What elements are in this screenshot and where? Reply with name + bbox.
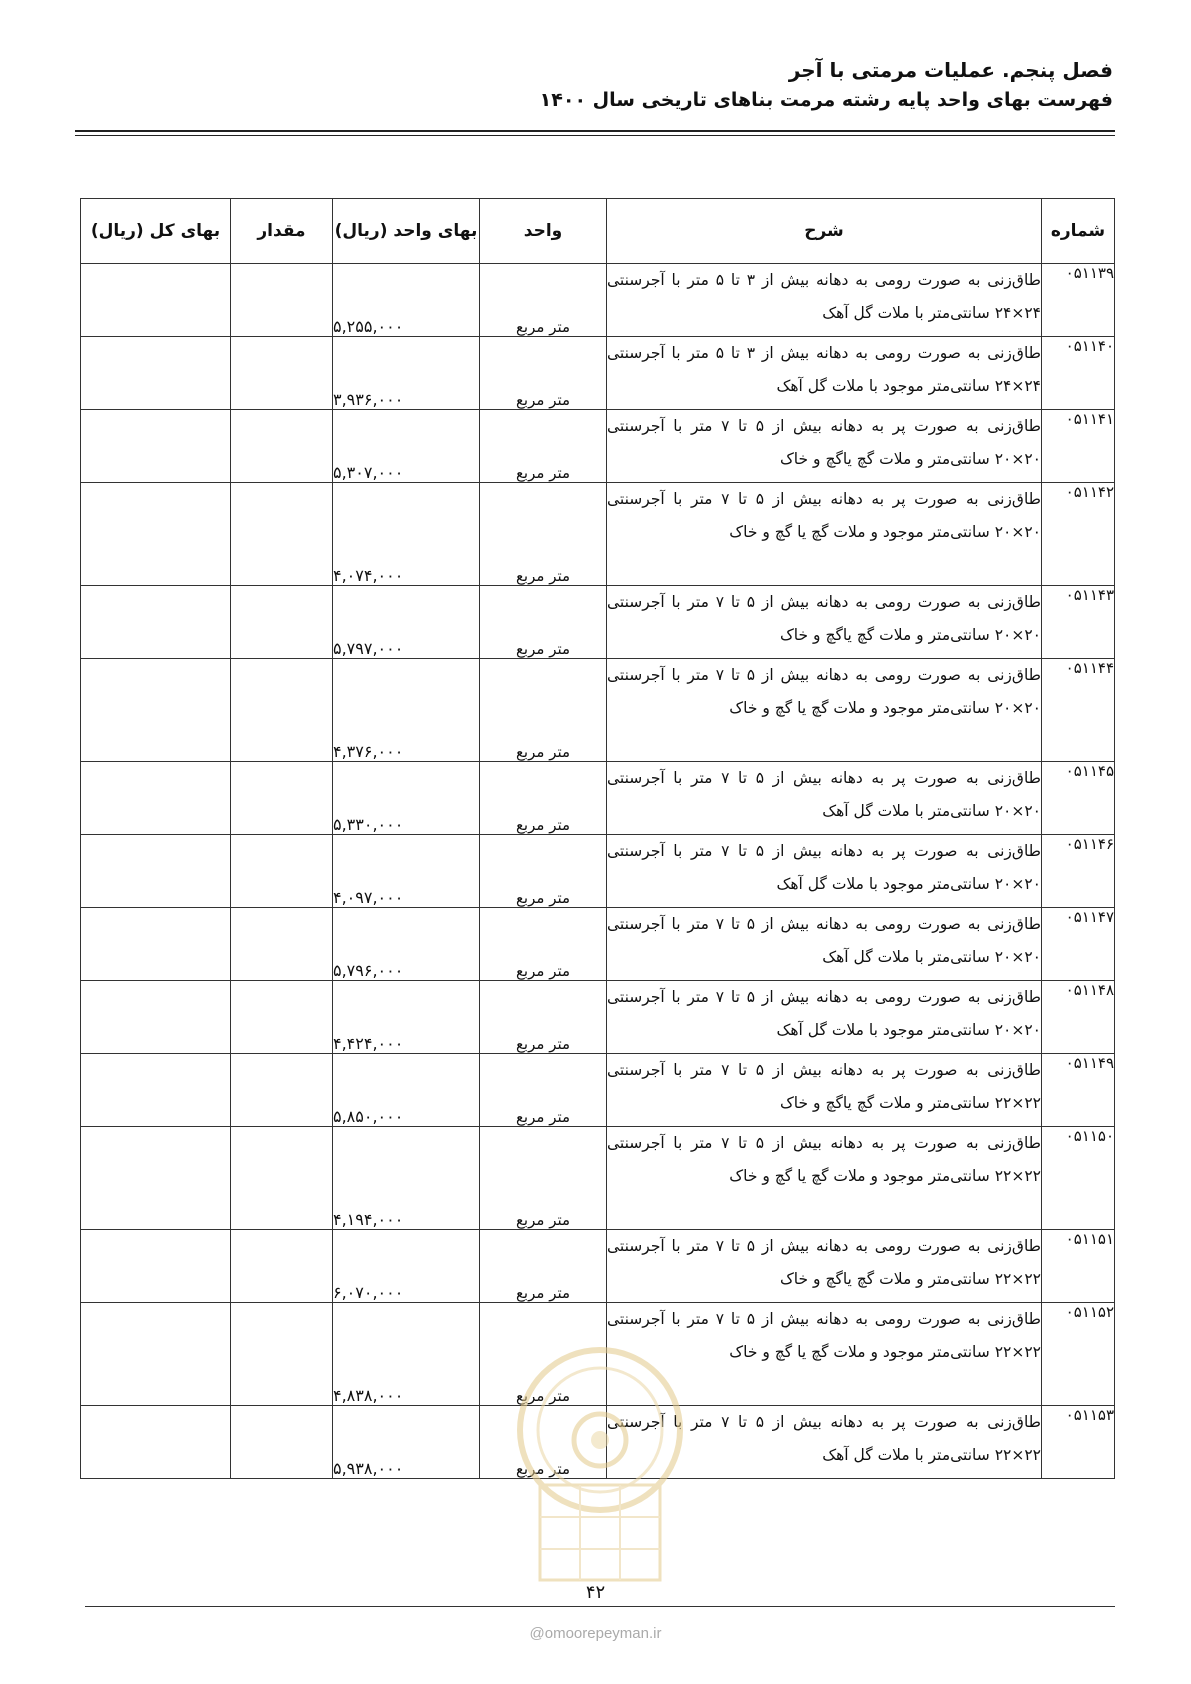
item-code: ۰۵۱۱۴۱: [1042, 410, 1115, 483]
item-unit: متر مربع: [480, 1127, 607, 1230]
item-code: ۰۵۱۱۴۷: [1042, 908, 1115, 981]
header-rule-thin: [75, 135, 1115, 136]
footer-rule: [85, 1606, 1115, 1607]
item-unit: متر مربع: [480, 762, 607, 835]
item-quantity: [231, 1230, 333, 1303]
item-quantity: [231, 1303, 333, 1406]
header-quantity: مقدار: [231, 199, 333, 264]
item-unit: متر مربع: [480, 1303, 607, 1406]
item-unit-price: ۴,۰۹۷,۰۰۰: [333, 835, 480, 908]
item-unit: متر مربع: [480, 659, 607, 762]
item-unit: متر مربع: [480, 835, 607, 908]
item-unit: متر مربع: [480, 908, 607, 981]
item-unit-price: ۵,۳۳۰,۰۰۰: [333, 762, 480, 835]
item-description: طاق‌زنی به صورت پر به دهانه بیش از ۵ تا ۷ متر با آجرسنتی ۲۰×۲۰ سانتی‌متر و ملات گچ یاگچ و خاک: [607, 410, 1042, 483]
price-list-table: [80, 198, 1115, 1479]
header-unit: واحد: [480, 199, 607, 264]
item-unit-price: ۶,۰۷۰,۰۰۰: [333, 1230, 480, 1303]
item-total-price: [81, 410, 231, 483]
chapter-title: فصل پنجم. عملیات مرمتی با آجر: [788, 58, 1113, 82]
item-quantity: [231, 981, 333, 1054]
item-quantity: [231, 586, 333, 659]
item-quantity: [231, 410, 333, 483]
item-total-price: [81, 762, 231, 835]
item-unit-price: ۵,۹۳۸,۰۰۰: [333, 1406, 480, 1479]
item-code: ۰۵۱۱۵۰: [1042, 1127, 1115, 1230]
item-unit-price: ۵,۸۵۰,۰۰۰: [333, 1054, 480, 1127]
table-row: [81, 586, 1115, 659]
item-total-price: [81, 981, 231, 1054]
item-quantity: [231, 835, 333, 908]
item-code: ۰۵۱۱۵۲: [1042, 1303, 1115, 1406]
item-code: ۰۵۱۱۳۹: [1042, 264, 1115, 337]
table-row: [81, 410, 1115, 483]
table-row: [81, 835, 1115, 908]
item-code: ۰۵۱۱۴۸: [1042, 981, 1115, 1054]
table-row: [81, 1127, 1115, 1230]
table-row: [81, 908, 1115, 981]
item-unit-price: ۴,۳۷۶,۰۰۰: [333, 659, 480, 762]
item-total-price: [81, 1230, 231, 1303]
item-unit-price: ۵,۷۹۷,۰۰۰: [333, 586, 480, 659]
item-unit: متر مربع: [480, 1054, 607, 1127]
item-total-price: [81, 337, 231, 410]
item-description: طاق‌زنی به صورت پر به دهانه بیش از ۵ تا ۷ متر با آجرسنتی ۲۲×۲۲ سانتی‌متر موجود و ملات گچ یا گچ و خاک: [607, 1127, 1042, 1230]
item-unit: متر مربع: [480, 483, 607, 586]
header-total-price: بهای کل (ریال): [81, 199, 231, 264]
item-description: طاق‌زنی به صورت رومی به دهانه بیش از ۵ تا ۷ متر با آجرسنتی ۲۰×۲۰ سانتی‌متر و ملات گچ یاگچ و خاک: [607, 586, 1042, 659]
table-row: [81, 1054, 1115, 1127]
table-row: [81, 264, 1115, 337]
item-unit-price: ۵,۷۹۶,۰۰۰: [333, 908, 480, 981]
header-unit-price: بهای واحد (ریال): [333, 199, 480, 264]
item-unit: متر مربع: [480, 264, 607, 337]
item-unit: متر مربع: [480, 337, 607, 410]
header-code: شماره: [1042, 199, 1115, 264]
item-code: ۰۵۱۱۵۳: [1042, 1406, 1115, 1479]
page-header: [83, 55, 1113, 115]
item-unit-price: ۴,۴۲۴,۰۰۰: [333, 981, 480, 1054]
table-row: [81, 981, 1115, 1054]
item-unit: متر مربع: [480, 410, 607, 483]
item-quantity: [231, 1127, 333, 1230]
table-row: [81, 659, 1115, 762]
item-code: ۰۵۱۱۴۴: [1042, 659, 1115, 762]
table-row: [81, 1230, 1115, 1303]
item-total-price: [81, 908, 231, 981]
item-total-price: [81, 483, 231, 586]
item-unit: متر مربع: [480, 981, 607, 1054]
header-description: شرح: [607, 199, 1042, 264]
item-code: ۰۵۱۱۴۶: [1042, 835, 1115, 908]
item-unit: متر مربع: [480, 586, 607, 659]
item-total-price: [81, 659, 231, 762]
item-code: ۰۵۱۱۴۵: [1042, 762, 1115, 835]
item-code: ۰۵۱۱۵۱: [1042, 1230, 1115, 1303]
table-body: [81, 264, 1115, 1479]
item-total-price: [81, 1054, 231, 1127]
page-number: ۴۲: [585, 1582, 606, 1603]
item-quantity: [231, 264, 333, 337]
table-row: [81, 762, 1115, 835]
table-row: [81, 483, 1115, 586]
item-description: طاق‌زنی به صورت پر به دهانه بیش از ۵ تا ۷ متر با آجرسنتی ۲۰×۲۰ سانتی‌متر موجود و ملات گچ یا گچ و خاک: [607, 483, 1042, 586]
item-description: طاق‌زنی به صورت رومی به دهانه بیش از ۵ تا ۷ متر با آجرسنتی ۲۰×۲۰ سانتی‌متر موجود با ملات گل آهک: [607, 981, 1042, 1054]
item-description: طاق‌زنی به صورت رومی به دهانه بیش از ۳ تا ۵ متر با آجرسنتی ۲۴×۲۴ سانتی‌متر با ملات گل آهک: [607, 264, 1042, 337]
item-unit: متر مربع: [480, 1406, 607, 1479]
item-code: ۰۵۱۱۴۲: [1042, 483, 1115, 586]
item-unit-price: ۴,۸۳۸,۰۰۰: [333, 1303, 480, 1406]
item-quantity: [231, 908, 333, 981]
item-quantity: [231, 1406, 333, 1479]
item-description: طاق‌زنی به صورت پر به دهانه بیش از ۵ تا ۷ متر با آجرسنتی ۲۰×۲۰ سانتی‌متر با ملات گل آهک: [607, 762, 1042, 835]
item-unit-price: ۴,۰۷۴,۰۰۰: [333, 483, 480, 586]
item-quantity: [231, 483, 333, 586]
item-description: طاق‌زنی به صورت رومی به دهانه بیش از ۳ تا ۵ متر با آجرسنتی ۲۴×۲۴ سانتی‌متر موجود با ملات گل آهک: [607, 337, 1042, 410]
item-code: ۰۵۱۱۴۰: [1042, 337, 1115, 410]
item-total-price: [81, 1127, 231, 1230]
item-quantity: [231, 659, 333, 762]
item-unit-price: ۳,۹۳۶,۰۰۰: [333, 337, 480, 410]
omoorepeyman-seal-icon: [505, 1335, 695, 1595]
item-total-price: [81, 264, 231, 337]
item-quantity: [231, 1054, 333, 1127]
item-unit-price: ۵,۲۵۵,۰۰۰: [333, 264, 480, 337]
item-description: طاق‌زنی به صورت پر به دهانه بیش از ۵ تا ۷ متر با آجرسنتی ۲۲×۲۲ سانتی‌متر با ملات گل آهک: [607, 1406, 1042, 1479]
item-unit: متر مربع: [480, 1230, 607, 1303]
header-rule-thick: [75, 130, 1115, 132]
website-watermark: @omoorepeyman.ir: [529, 1625, 662, 1642]
item-description: طاق‌زنی به صورت رومی به دهانه بیش از ۵ تا ۷ متر با آجرسنتی ۲۲×۲۲ سانتی‌متر و ملات گچ یاگچ و خاک: [607, 1230, 1042, 1303]
item-total-price: [81, 835, 231, 908]
item-total-price: [81, 586, 231, 659]
item-code: ۰۵۱۱۴۳: [1042, 586, 1115, 659]
item-total-price: [81, 1303, 231, 1406]
item-unit-price: ۴,۱۹۴,۰۰۰: [333, 1127, 480, 1230]
item-quantity: [231, 762, 333, 835]
item-description: طاق‌زنی به صورت پر به دهانه بیش از ۵ تا ۷ متر با آجرسنتی ۲۰×۲۰ سانتی‌متر موجود با ملات گل آهک: [607, 835, 1042, 908]
item-description: طاق‌زنی به صورت رومی به دهانه بیش از ۵ تا ۷ متر با آجرسنتی ۲۰×۲۰ سانتی‌متر با ملات گل آهک: [607, 908, 1042, 981]
table-row: [81, 337, 1115, 410]
table-header-row: [81, 199, 1115, 264]
item-description: طاق‌زنی به صورت پر به دهانه بیش از ۵ تا ۷ متر با آجرسنتی ۲۲×۲۲ سانتی‌متر و ملات گچ یاگچ و خاک: [607, 1054, 1042, 1127]
item-description: طاق‌زنی به صورت رومی به دهانه بیش از ۵ تا ۷ متر با آجرسنتی ۲۲×۲۲ سانتی‌متر موجود و ملات گچ یا گچ و خاک: [607, 1303, 1042, 1406]
item-unit-price: ۵,۳۰۷,۰۰۰: [333, 410, 480, 483]
list-title: فهرست بهای واحد پایه رشته مرمت بناهای تاریخی سال ۱۴۰۰: [539, 89, 1113, 111]
item-code: ۰۵۱۱۴۹: [1042, 1054, 1115, 1127]
item-description: طاق‌زنی به صورت رومی به دهانه بیش از ۵ تا ۷ متر با آجرسنتی ۲۰×۲۰ سانتی‌متر موجود و ملات گچ یا گچ و خاک: [607, 659, 1042, 762]
item-total-price: [81, 1406, 231, 1479]
item-quantity: [231, 337, 333, 410]
